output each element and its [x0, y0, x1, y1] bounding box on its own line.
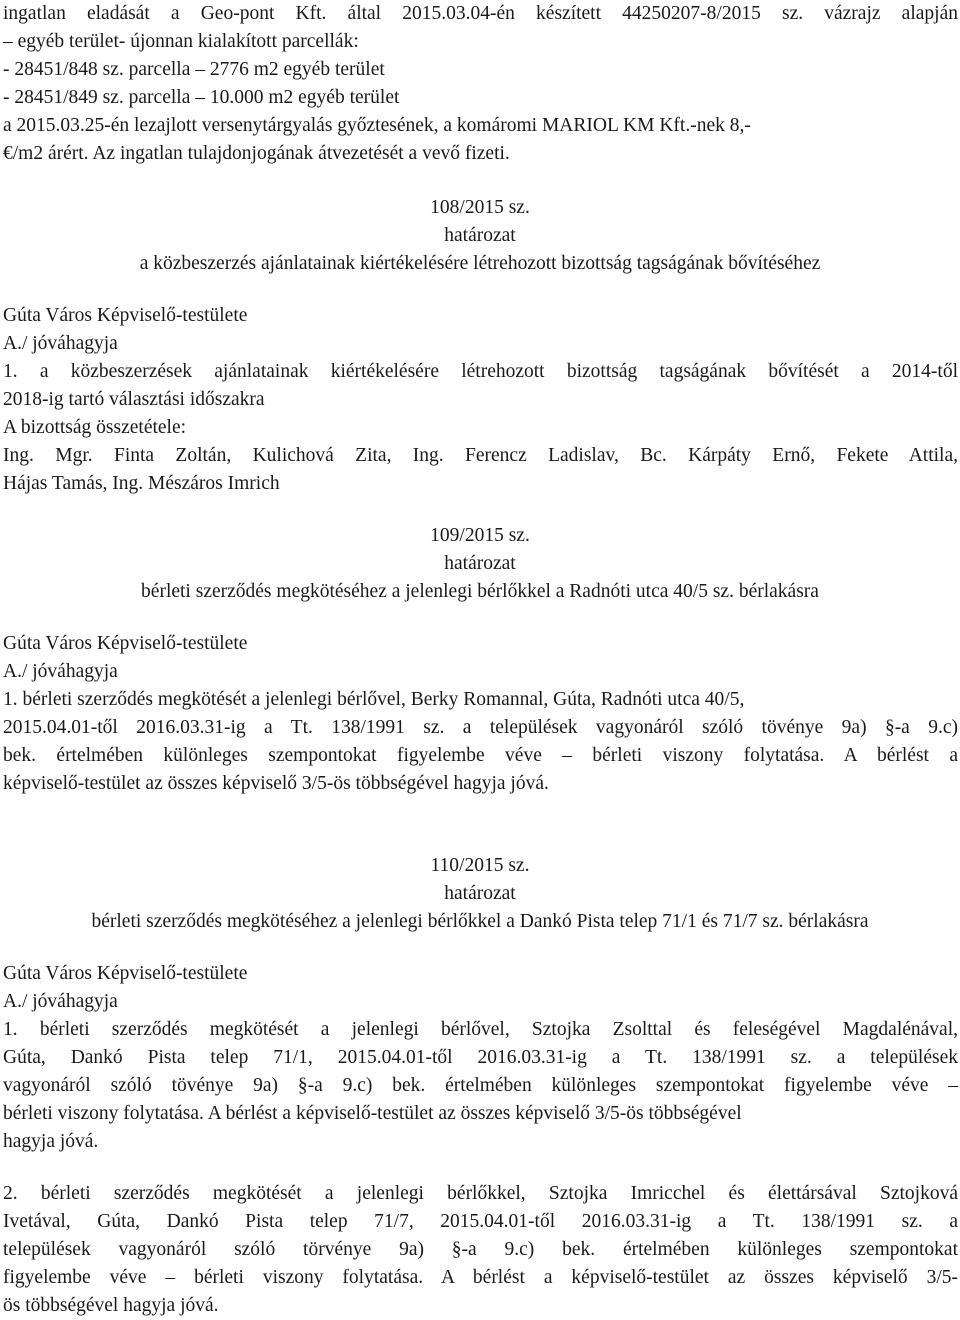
resolution-109-subject: bérleti szerződés megkötéséhez a jelenlegi bérlőkkel a Radnóti utca 40/5 sz. bérlakásra — [141, 581, 819, 602]
resolution-110-p2-line-5: ös többségével hagyja jóvá. — [3, 1295, 219, 1316]
resolution-108-p1-line-4: Ing. Mgr. Finta Zoltán, Kulichová Zita, Ing. Ferencz Ladislav, Bc. Kárpáty Ernő, Fekete Attila, — [3, 445, 958, 466]
resolution-108-type: határozat — [444, 225, 516, 246]
resolution-108-p1-line-5: Hájas Tamás, Ing. Mészáros Imrich — [3, 473, 280, 494]
resolution-109-type: határozat — [444, 553, 516, 574]
resolution-108-number: 108/2015 sz. — [430, 197, 530, 218]
resolution-109-p1-line-4: képviselő-testület az összes képviselő 3/5-ös többségével hagyja jóvá. — [3, 773, 549, 794]
intro-line-3: - 28451/848 sz. parcella – 2776 m2 egyéb terület — [3, 59, 385, 80]
intro-line-6: €/m2 árért. Az ingatlan tulajdonjogának átvezetését a vevő fizeti. — [3, 143, 510, 164]
resolution-110-p2-line-4: figyelembe véve – bérleti viszony folytatása. A bérlést a képviselő-testület az összes képviselő 3/5- — [3, 1267, 958, 1288]
resolution-110-p1-line-5: hagyja jóvá. — [3, 1131, 99, 1152]
resolution-110-subject: bérleti szerződés megkötéséhez a jelenlegi bérlőkkel a Dankó Pista telep 71/1 és 71/7 sz. bérlakásra — [91, 911, 869, 932]
resolution-108-p1-line-2: 2018-ig tartó választási időszakra — [3, 389, 265, 410]
resolution-110-body: Gúta Város Képviselő-testülete — [3, 963, 248, 984]
intro-line-2: – egyéb terület- újonnan kialakított parcellák: — [3, 31, 359, 52]
resolution-110-approves: A./ jóváhagyja — [3, 991, 118, 1012]
resolution-109-approves: A./ jóváhagyja — [3, 661, 118, 682]
resolution-110-number: 110/2015 sz. — [430, 855, 530, 876]
resolution-108-body: Gúta Város Képviselő-testülete — [3, 305, 248, 326]
resolution-109-body: Gúta Város Képviselő-testülete — [3, 633, 248, 654]
resolution-108-approves: A./ jóváhagyja — [3, 333, 118, 354]
resolution-108-subject: a közbeszerzés ajánlatainak kiértékelésére létrehozott bizottság tagságának bővítéséhez — [139, 253, 821, 274]
intro-line-1: ingatlan eladását a Geo-pont Kft. által 2015.03.04-én készített 44250207-8/2015 sz. vázrajz alapján — [3, 3, 958, 24]
resolution-109-p1-line-3: bek. értelmében különleges szempontokat figyelembe véve – bérleti viszony folytatása. A bérlést a — [3, 745, 958, 766]
resolution-109-p1-line-1: 1. bérleti szerződés megkötését a jelenlegi bérlővel, Berky Romannal, Gúta, Radnóti utca 40/5, — [3, 689, 745, 710]
resolution-110-p1-line-3: vagyonáról szóló tövénye 9a) §-a 9.c) bek. értelmében különleges szempontokat figyelembe véve – — [3, 1075, 958, 1096]
resolution-110-p2-line-2: Ivetával, Gúta, Dankó Pista telep 71/7, 2015.04.01-től 2016.03.31-ig a Tt. 138/1991 sz. a — [3, 1211, 958, 1232]
resolution-108-p1-line-1: 1. a közbeszerzések ajánlatainak kiértékelésére létrehozott bizottság tagságának bővítését a 2014-től — [3, 361, 958, 382]
intro-line-4: - 28451/849 sz. parcella – 10.000 m2 egyéb terület — [3, 87, 400, 108]
resolution-109-number: 109/2015 sz. — [430, 525, 530, 546]
resolution-110-p2-line-3: települések vagyonáról szóló törvénye 9a) §-a 9.c) bek. értelmében különleges szempontokat — [3, 1239, 958, 1260]
resolution-110-p2-line-1: 2. bérleti szerződés megkötését a jelenlegi bérlőkkel, Sztojka Imricchel és élettársával Sztojková — [3, 1183, 958, 1204]
resolution-110-p1-line-1: 1. bérleti szerződés megkötését a jelenlegi bérlővel, Sztojka Zsolttal és feleségével Magdalénával, — [3, 1019, 958, 1040]
intro-line-5: a 2015.03.25-én lezajlott versenytárgyalás győztesének, a komáromi MARIOL KM Kft.-nek 8,- — [3, 115, 751, 136]
resolution-110-p1-line-4: bérleti viszony folytatása. A bérlést a képviselő-testület az összes képviselő 3/5-ös többségével — [3, 1103, 742, 1124]
resolution-110-type: határozat — [444, 883, 516, 904]
resolution-109-p1-line-2: 2015.04.01-től 2016.03.31-ig a Tt. 138/1991 sz. a települések vagyonáról szóló tövénye 9a) §-a 9.c) — [3, 717, 958, 738]
resolution-110-p1-line-2: Gúta, Dankó Pista telep 71/1, 2015.04.01-től 2016.03.31-ig a Tt. 138/1991 sz. a települések — [3, 1047, 958, 1068]
resolution-108-p1-line-3: A bizottság összetétele: — [3, 417, 187, 438]
